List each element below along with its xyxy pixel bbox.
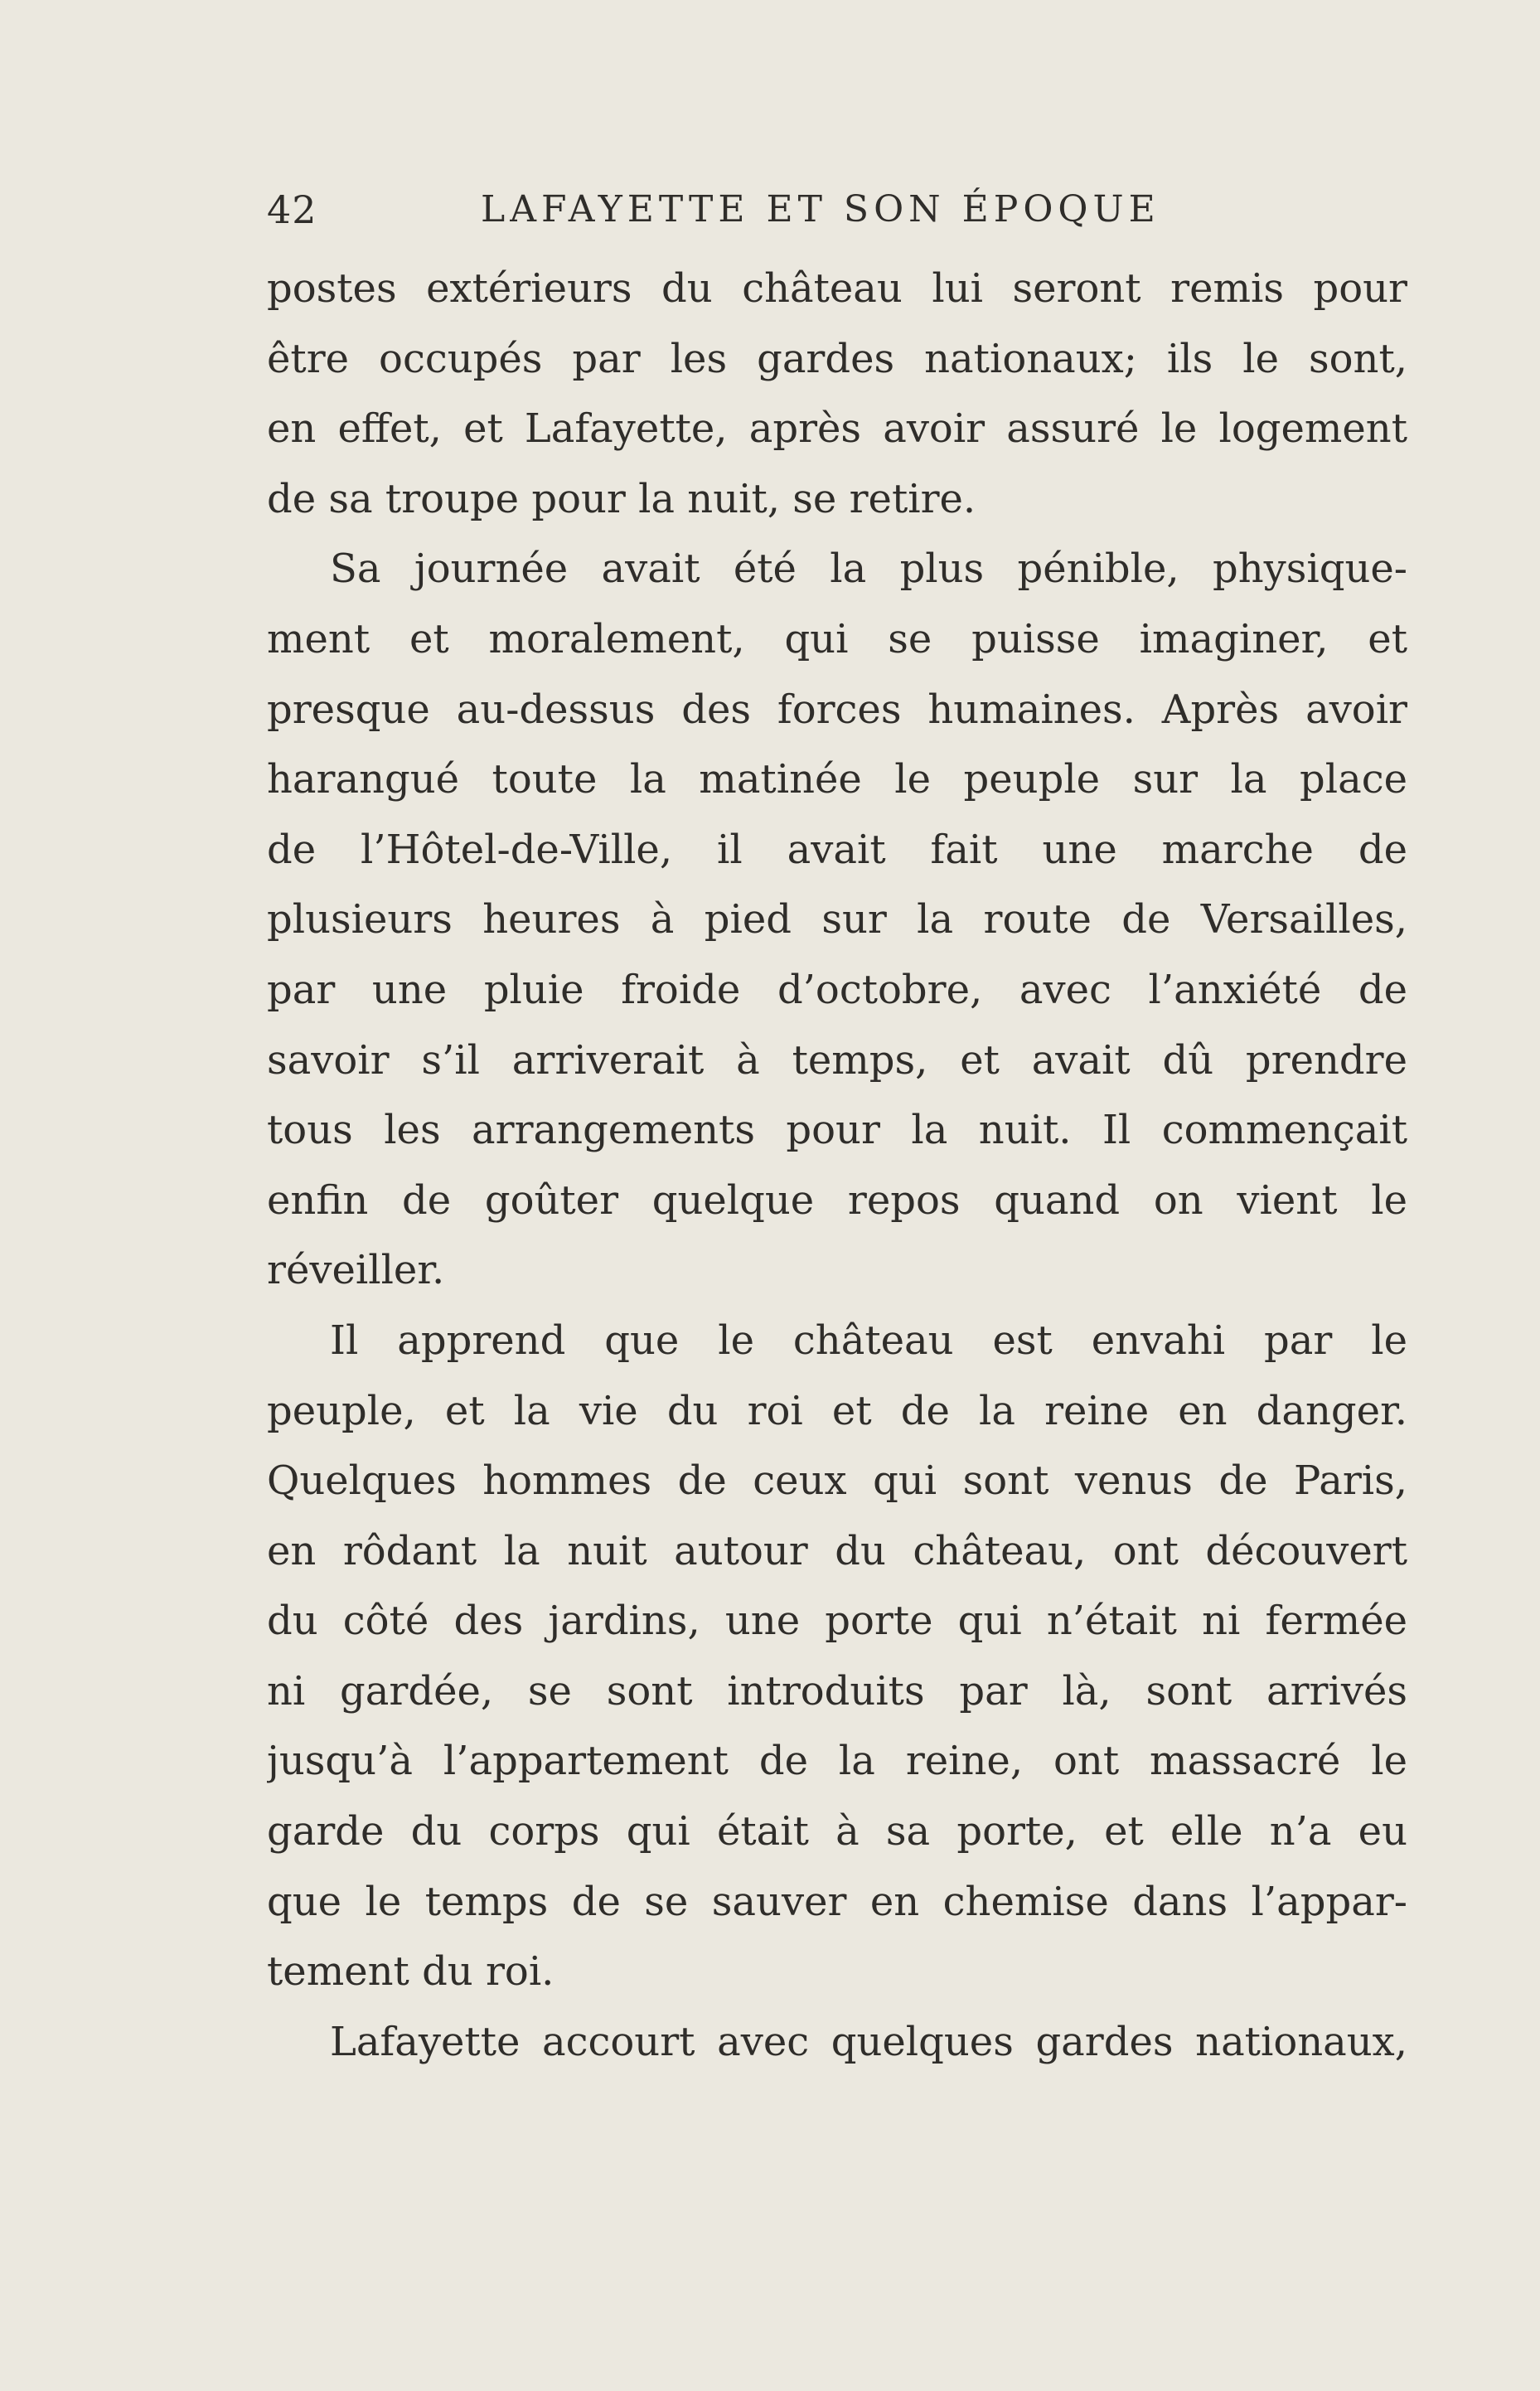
text-line: être occupés par les gardes nationaux; ils le sont, — [267, 335, 1407, 382]
page-number: 42 — [267, 187, 317, 232]
text-line: ment et moralement, qui se puisse imaginer, et — [267, 615, 1407, 662]
text-line: savoir s’il arriverait à temps, et avait dû prendre — [267, 1036, 1407, 1084]
text-line: postes extérieurs du château lui seront remis pour — [267, 265, 1407, 312]
text-line: du côté des jardins, une porte qui n’était ni fermée — [267, 1598, 1407, 1645]
text-line: par une pluie froide d’octobre, avec l’anxiété de — [267, 966, 1407, 1013]
text-line: de sa troupe pour la nuit, se retire. — [267, 475, 976, 522]
text-line: ni gardée, se sont introduits par là, sont arrivés — [267, 1667, 1407, 1714]
text-line: de l’Hôtel-de-Ville, il avait fait une marche de — [267, 826, 1407, 873]
text-line: harangué toute la matinée le peuple sur la place — [267, 756, 1407, 803]
text-line: presque au-dessus des forces humaines. Après avoir — [267, 686, 1407, 733]
text-line: jusqu’à l’appartement de la reine, ont massacré le — [267, 1738, 1407, 1785]
text-line: Sa journée avait été la plus pénible, physique- — [330, 546, 1407, 593]
body-text — [267, 254, 1407, 2077]
running-head — [267, 181, 1407, 239]
text-line: Quelques hommes de ceux qui sont venus de Paris, — [267, 1457, 1407, 1505]
text-line: garde du corps qui était à sa porte, et elle n’a eu — [267, 1808, 1407, 1855]
text-line: tement du roi. — [267, 1948, 554, 1996]
text-line: Il apprend que le château est envahi par le — [330, 1317, 1407, 1364]
running-title: LAFAYETTE ET SON ÉPOQUE — [481, 188, 1160, 230]
text-line: réveiller. — [267, 1247, 445, 1294]
text-line: en effet, et Lafayette, après avoir assuré le logement — [267, 405, 1407, 453]
text-line: enfin de goûter quelque repos quand on vient le — [267, 1176, 1407, 1224]
text-line: plusieurs heures à pied sur la route de Versailles, — [267, 896, 1407, 943]
text-line: en rôdant la nuit autour du château, ont découvert — [267, 1527, 1407, 1574]
text-line: que le temps de se sauver en chemise dans l’appar- — [267, 1878, 1407, 1925]
text-line: Lafayette accourt avec quelques gardes nationaux, — [330, 2018, 1407, 2065]
text-line: peuple, et la vie du roi et de la reine en danger. — [267, 1387, 1407, 1434]
text-line: tous les arrangements pour la nuit. Il commençait — [267, 1107, 1407, 1154]
